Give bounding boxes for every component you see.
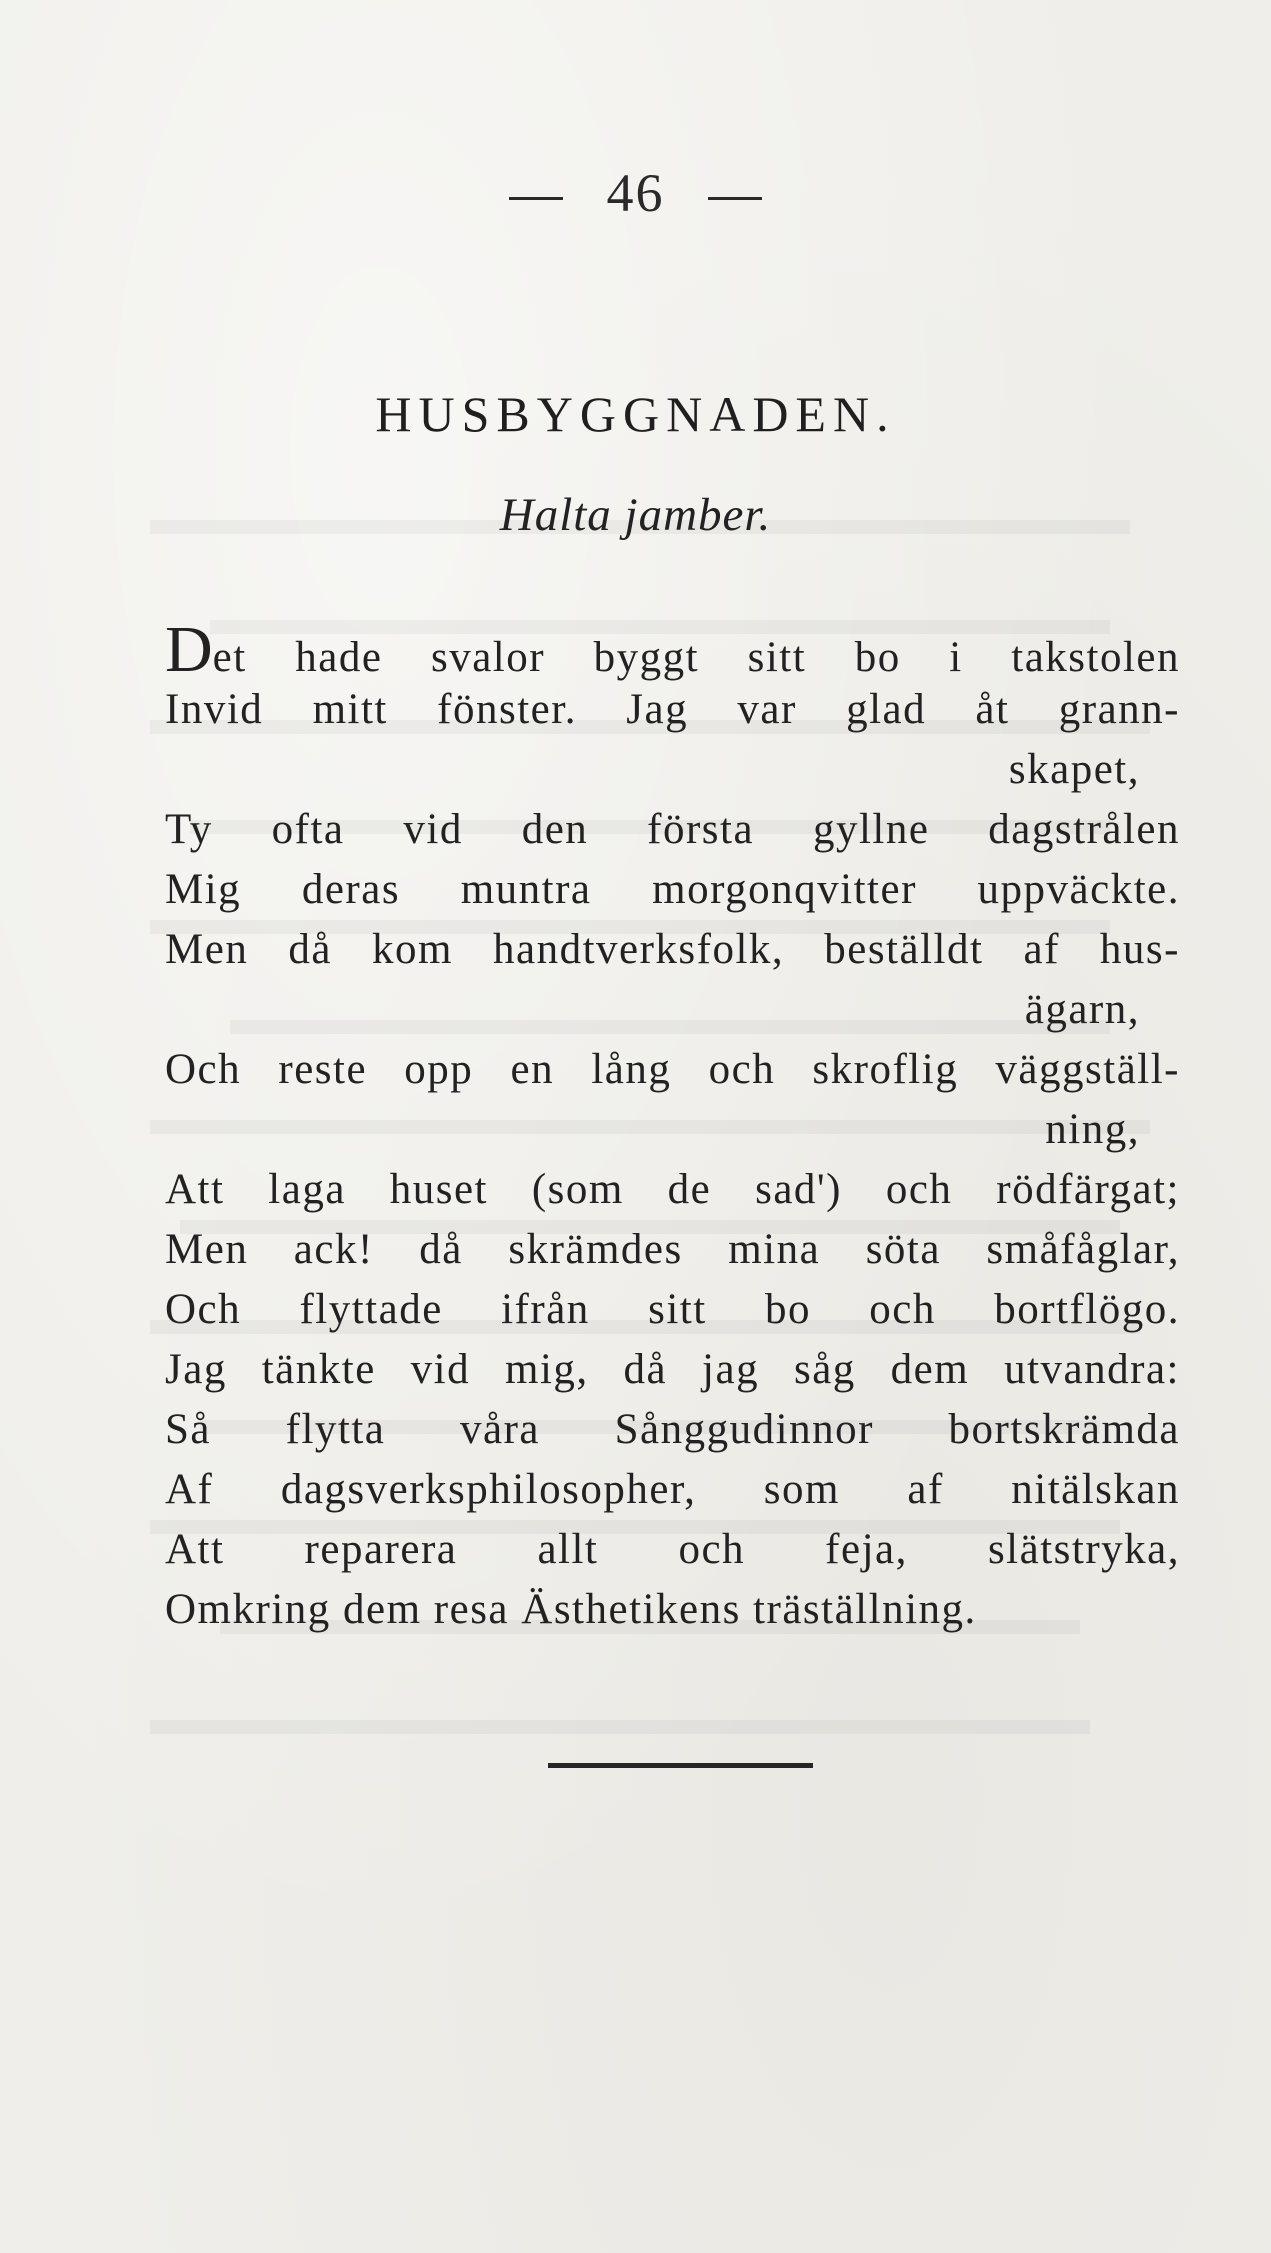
poem-line-text: ägarn,: [1024, 986, 1140, 1033]
poem-line-continuation: [165, 740, 1180, 800]
poem-title: HUSBYGGNADEN.: [375, 386, 896, 442]
header-dash-right: [708, 197, 762, 200]
poem-line: [165, 1580, 1180, 1640]
poem-line: [165, 1220, 1180, 1280]
poem-line-text: ning,: [1045, 1106, 1140, 1153]
poem-line-text: Men då kom handtverksfolk, beställdt af hus-: [165, 926, 1180, 973]
poem-line-text: Så flytta våra Sånggudinnor bortskrämda: [165, 1406, 1180, 1453]
poem-line-text: Att laga huset (som de sad') och rödfärgat;: [165, 1166, 1180, 1213]
poem-line-text: Att reparera allt och feja, slätstryka,: [165, 1526, 1180, 1573]
poem-line: [165, 613, 1180, 686]
poem-line: [165, 800, 1180, 860]
poem-line-text: skapet,: [1008, 746, 1140, 793]
poem-line-continuation: [165, 1100, 1180, 1160]
poem-line-text: Invid mitt fönster. Jag var glad åt grann-: [165, 686, 1180, 733]
poem-line-text: et hade svalor byggt sitt bo i takstolen: [212, 634, 1180, 681]
poem-line: [165, 1400, 1180, 1460]
poem-line: [165, 680, 1180, 740]
poem-line-text: Men ack! då skrämdes mina söta småfåglar,: [165, 1226, 1180, 1273]
poem-line-text: Och flyttade ifrån sitt bo och bortflögo.: [165, 1286, 1180, 1333]
poem-line-text: Omkring dem resa Ästhetikens träställning.: [165, 1586, 977, 1633]
end-rule: [548, 1763, 813, 1768]
poem-body: [165, 613, 1180, 1640]
poem-line-continuation: [165, 980, 1180, 1040]
poem-line-text: Mig deras muntra morgonqvitter uppväckte.: [165, 866, 1180, 913]
drop-cap: D: [165, 613, 213, 686]
poem-line: [165, 860, 1180, 920]
page-number: 46: [606, 163, 665, 223]
poem-line-text: Jag tänkte vid mig, då jag såg dem utvandra:: [165, 1346, 1180, 1393]
page-header: [0, 162, 1271, 224]
poem-line-text: Af dagsverksphilosopher, som af nitälskan: [165, 1466, 1180, 1513]
poem-line: [165, 1460, 1180, 1520]
poem-line: [165, 920, 1180, 980]
poem-subtitle: Halta jamber.: [499, 489, 772, 541]
poem-line: [165, 1280, 1180, 1340]
poem-line-text: Ty ofta vid den första gyllne dagstrålen: [165, 806, 1180, 853]
poem-line: [165, 1520, 1180, 1580]
poem-line: [165, 1040, 1180, 1100]
poem-line: [165, 1160, 1180, 1220]
poem-line-text: Och reste opp en lång och skroflig väggställ-: [165, 1046, 1180, 1093]
header-dash-left: [509, 197, 563, 200]
poem-line: [165, 1340, 1180, 1400]
